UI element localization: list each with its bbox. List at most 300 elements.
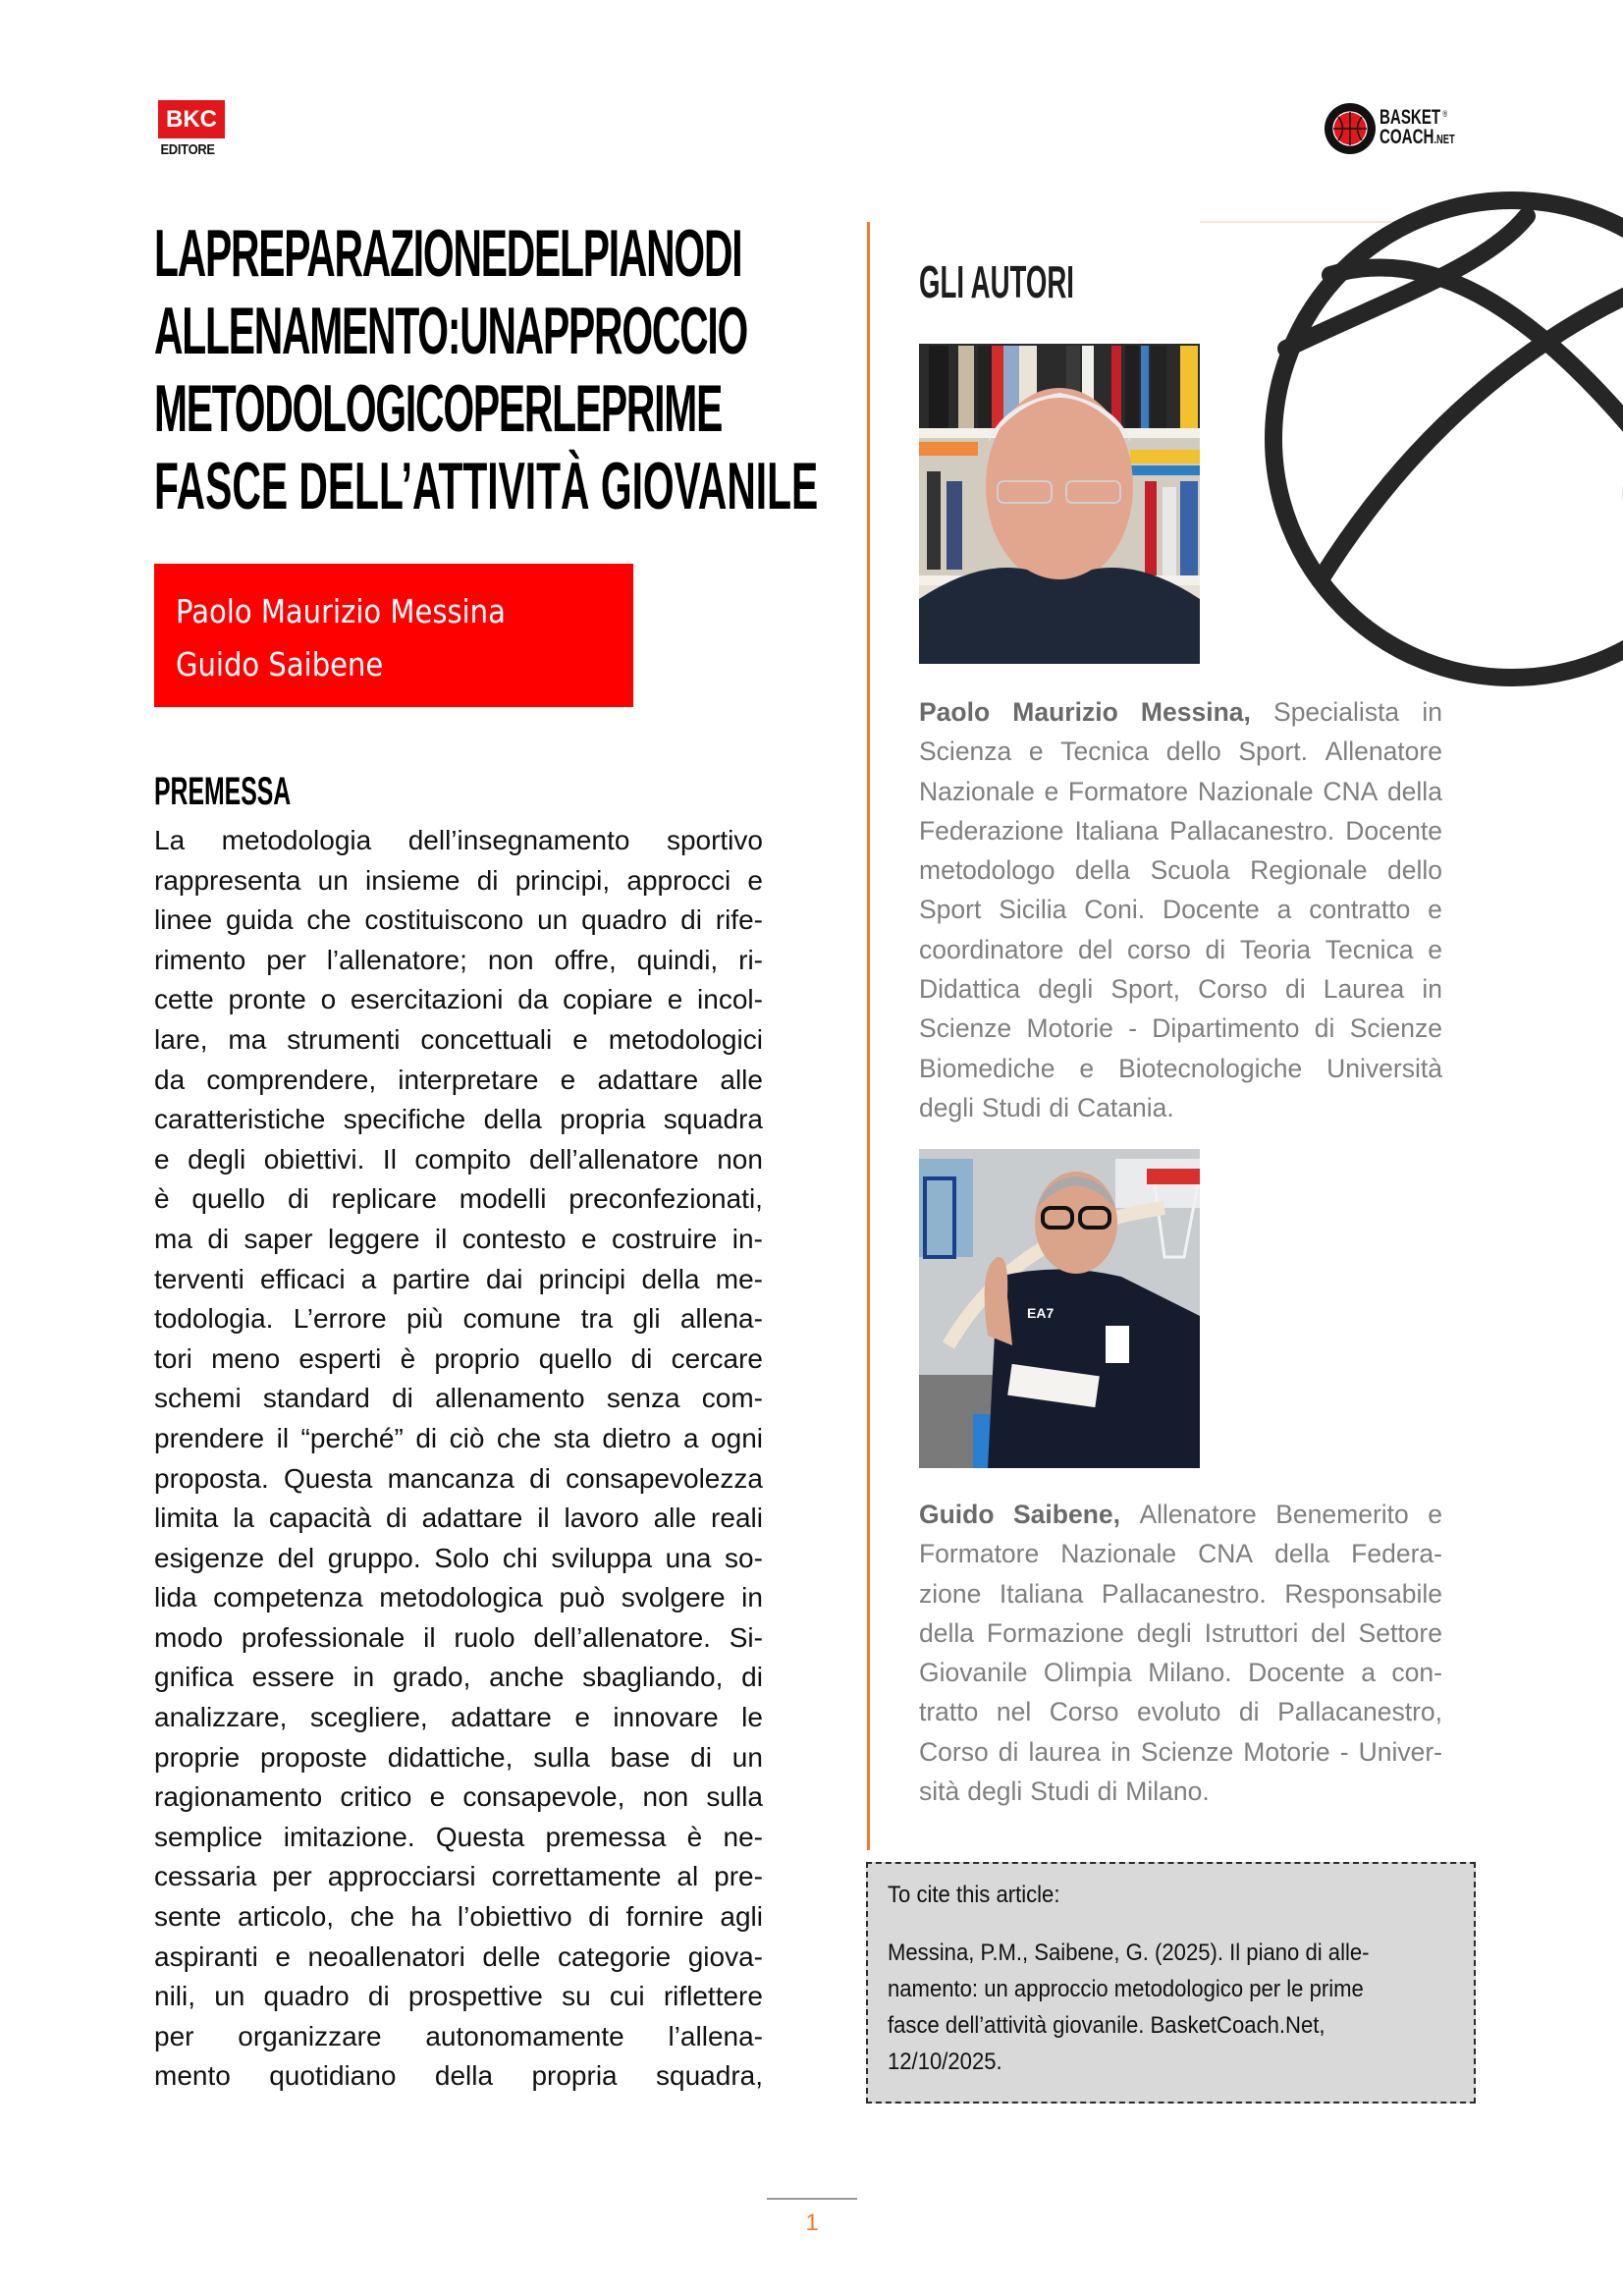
- word: su: [562, 1981, 591, 2012]
- basketcoach-logo: [1324, 102, 1461, 157]
- text-line: [154, 1539, 763, 1579]
- word: e: [154, 1143, 170, 1175]
- text-line: [154, 1977, 763, 2017]
- text-line: [919, 1772, 1442, 1811]
- word: principi,: [514, 864, 611, 896]
- word: di: [207, 1223, 230, 1254]
- text-line: [154, 1857, 763, 1897]
- word: una: [665, 1542, 712, 1573]
- word: essere: [251, 1662, 335, 1693]
- word: rimento: [154, 944, 246, 975]
- word: L’errore: [293, 1303, 387, 1335]
- footer-rule: [767, 2198, 857, 2200]
- word: Scuola: [1150, 855, 1230, 886]
- page-number: 1: [805, 2210, 819, 2236]
- text-line: [919, 732, 1442, 771]
- word: dell’allenatore: [528, 1143, 699, 1175]
- word: propria: [560, 1104, 646, 1135]
- word: professionale: [241, 1621, 406, 1653]
- word: premessa: [545, 1821, 667, 1852]
- word: e: [747, 864, 763, 896]
- word: lavoro: [564, 1503, 639, 1534]
- word: sviluppa: [551, 1542, 653, 1573]
- title-line-text: [154, 371, 815, 446]
- text-line: [154, 1459, 763, 1500]
- word: Formatore: [1067, 776, 1189, 806]
- word: base: [610, 1741, 671, 1773]
- word: Catania.: [1077, 1092, 1174, 1122]
- word: Pallacanestro,: [1277, 1697, 1442, 1727]
- word: fornire: [625, 1901, 704, 1933]
- word: di: [741, 1662, 763, 1693]
- section-heading-premessa: PREMESSA: [154, 770, 292, 813]
- word: rife-: [715, 904, 763, 936]
- title-line: [154, 449, 819, 530]
- word: proprio: [434, 1342, 520, 1374]
- article-body: [154, 821, 763, 2097]
- word: mancanza: [387, 1462, 514, 1494]
- bkc-editore-logo: [158, 100, 227, 158]
- text-line: [154, 2017, 763, 2057]
- word: Formazione: [986, 1617, 1124, 1648]
- word: metodologia: [221, 825, 372, 855]
- word: Allenatore: [1325, 737, 1442, 767]
- word: un: [731, 1741, 763, 1773]
- word: Scienze: [1140, 1736, 1234, 1767]
- word: corso: [1127, 934, 1191, 964]
- word: Dipartimento: [1152, 1013, 1300, 1044]
- word: e: [1428, 1500, 1442, 1529]
- word: alle: [653, 1503, 697, 1534]
- word: il: [537, 1503, 550, 1534]
- word: comune: [462, 1303, 562, 1335]
- text-line: [919, 1692, 1442, 1731]
- word: e: [429, 1781, 446, 1813]
- word: Motorie: [1243, 1736, 1330, 1767]
- word: innovare: [613, 1702, 719, 1733]
- citation-box: [866, 1862, 1476, 2104]
- word: pre-: [714, 1861, 763, 1892]
- text-line: [154, 901, 763, 941]
- citation-line: namento: un approccio metodologico per le prime: [888, 1976, 1364, 2002]
- word: Formatore: [919, 1539, 1040, 1569]
- word: Motorie: [1026, 1013, 1113, 1044]
- text-line: [919, 930, 1442, 969]
- word: Scienza: [919, 737, 1012, 767]
- text-line: [919, 850, 1442, 890]
- word: Univer-: [1358, 1736, 1442, 1767]
- word: allenamento: [435, 1383, 585, 1414]
- text-line: [919, 890, 1442, 929]
- word: ma: [228, 1023, 267, 1055]
- text-line: [154, 1061, 763, 1101]
- logo-line-coach: COACH: [1380, 126, 1434, 148]
- word: di: [1205, 934, 1226, 964]
- title-word: METODOLOGICO: [154, 371, 473, 446]
- word: degli: [188, 1143, 246, 1175]
- text-line: [154, 1777, 763, 1818]
- word: costituiscono: [364, 904, 524, 936]
- word: Corso: [1198, 974, 1268, 1005]
- word: di: [588, 1901, 610, 1933]
- article-title: [154, 216, 819, 530]
- citation-text: [888, 1935, 1474, 2080]
- word: di: [690, 1741, 712, 1773]
- word: dell’insegnamento: [407, 825, 630, 855]
- basketball-outline-icon: [1262, 187, 1623, 697]
- word: è: [686, 1821, 703, 1852]
- bkc-logo-mark: BKC: [158, 100, 225, 138]
- word: dello: [1165, 737, 1221, 767]
- word: Coni.: [1084, 895, 1146, 925]
- word: di: [287, 1183, 309, 1215]
- word: e: [1428, 934, 1442, 964]
- word: guida: [226, 904, 294, 936]
- text-line: [154, 1698, 763, 1738]
- word: agli: [720, 1901, 763, 1933]
- word: Milano.: [1125, 1777, 1210, 1807]
- word: è: [154, 1183, 170, 1215]
- word: che: [350, 1901, 395, 1933]
- word: nel: [996, 1697, 1032, 1727]
- word: Federa-: [1351, 1539, 1442, 1569]
- word: consapevolezza: [566, 1462, 763, 1494]
- title-word: DEL: [506, 216, 583, 291]
- word: e: [572, 1023, 588, 1055]
- word: Paolo: [919, 697, 991, 727]
- word: so-: [725, 1542, 763, 1573]
- word: della: [1075, 855, 1131, 886]
- word: Regionale: [1250, 855, 1368, 886]
- word: che: [306, 904, 352, 936]
- word: in: [741, 1582, 763, 1613]
- word: di: [385, 1503, 407, 1534]
- word: senza: [606, 1383, 680, 1414]
- word: Milano.: [1148, 1658, 1232, 1688]
- word: ne-: [723, 1821, 763, 1852]
- text-line: [154, 1379, 763, 1419]
- word: e: [275, 1941, 291, 1972]
- word: proposta.: [154, 1462, 269, 1494]
- word: a: [1276, 895, 1292, 925]
- word: ogni: [711, 1422, 763, 1453]
- word: un: [537, 904, 568, 936]
- word: reali: [711, 1503, 763, 1534]
- word: per: [266, 944, 306, 975]
- word: cessaria: [154, 1861, 257, 1892]
- word: Specialista: [1273, 697, 1400, 727]
- word: Pallacanestro.: [1101, 1578, 1267, 1609]
- word: squadra,: [656, 2060, 763, 2092]
- title-word: PER: [472, 371, 553, 446]
- word: pronte: [228, 984, 306, 1015]
- word: obiettivi.: [263, 1143, 365, 1175]
- word: Università: [1326, 1053, 1442, 1083]
- word: saper: [243, 1223, 313, 1254]
- word: del: [277, 1542, 315, 1573]
- citation-line: 12/10/2025.: [888, 2049, 1002, 2075]
- word: le: [741, 1702, 763, 1733]
- word: Settore: [1358, 1617, 1442, 1648]
- text-line: [154, 1419, 763, 1459]
- word: gruppo.: [327, 1542, 421, 1573]
- text-line: [919, 1653, 1442, 1692]
- text-line: [154, 1818, 763, 1858]
- word: Questa: [435, 1821, 525, 1852]
- word: adattare: [421, 1503, 523, 1534]
- word: non: [717, 1143, 763, 1175]
- word: Pallacanestro.: [1169, 815, 1335, 846]
- word: della: [641, 1263, 700, 1294]
- word: dai: [486, 1263, 523, 1294]
- word: Teoria: [1239, 934, 1312, 964]
- word: giova-: [687, 1941, 763, 1972]
- title-word: APPROCCIO: [514, 294, 748, 368]
- word: evoluto: [1136, 1697, 1221, 1727]
- word: ciò: [449, 1422, 485, 1453]
- word: Didattica: [919, 974, 1021, 1005]
- word: Guido: [919, 1500, 995, 1529]
- word: incol-: [697, 984, 763, 1015]
- word: leggere: [328, 1223, 420, 1254]
- word: al: [676, 1861, 699, 1892]
- word: capacità: [268, 1503, 372, 1534]
- text-line: [154, 1260, 763, 1300]
- citation-title: To cite this article:: [888, 1882, 1060, 1908]
- word: anche: [489, 1662, 565, 1693]
- word: riflettere: [663, 1981, 763, 2012]
- text-line: [154, 941, 763, 981]
- word: scegliere,: [309, 1702, 428, 1733]
- svg-text:EA7: EA7: [1027, 1305, 1055, 1321]
- word: todologia.: [154, 1303, 274, 1335]
- word: mento: [154, 2060, 231, 2092]
- text-line: [919, 1009, 1442, 1048]
- word: in: [1422, 974, 1442, 1005]
- text-line: [154, 861, 763, 902]
- text-line: [919, 1049, 1442, 1088]
- word: di: [529, 1462, 551, 1494]
- word: alle: [720, 1064, 763, 1095]
- word: analizzare,: [154, 1702, 288, 1733]
- word: CNA: [1198, 1539, 1254, 1569]
- authors-banner: [154, 564, 633, 707]
- word: Questa: [284, 1462, 373, 1494]
- word: replicare: [331, 1183, 437, 1215]
- basketball-badge-icon: [1324, 102, 1377, 155]
- word: tori: [154, 1342, 192, 1374]
- word: approcci: [626, 864, 731, 896]
- word: quello: [191, 1183, 266, 1215]
- word: Laurea: [1323, 974, 1405, 1005]
- word: competenza: [213, 1582, 363, 1613]
- word: Benemerito: [1275, 1500, 1409, 1529]
- word: cui: [609, 1981, 645, 2012]
- word: approcciarsi: [327, 1861, 476, 1892]
- text-line: [154, 1578, 763, 1618]
- word: Italiana: [1074, 815, 1159, 846]
- word: sbagliando,: [582, 1662, 724, 1693]
- word: contratto: [1309, 895, 1411, 925]
- word: ,: [1112, 1500, 1121, 1529]
- text-line: [919, 1732, 1442, 1772]
- word: Studi: [982, 1092, 1042, 1122]
- word: Responsabile: [1284, 1578, 1442, 1609]
- word: quadro: [581, 904, 668, 936]
- word: concettuali: [420, 1023, 553, 1055]
- word: quindi,: [636, 944, 719, 975]
- word: partire: [392, 1263, 470, 1294]
- word: interpretare: [398, 1064, 539, 1095]
- word: grado,: [392, 1662, 471, 1693]
- citation-line: Messina, P.M., Saibene, G. (2025). Il piano di alle-: [888, 1940, 1370, 1966]
- word: Nazionale: [1060, 1539, 1177, 1569]
- title-word: ALLENAMENTO:: [154, 294, 460, 368]
- word: di: [1097, 1777, 1118, 1807]
- word: categorie: [558, 1941, 672, 1972]
- word: didattiche,: [387, 1741, 514, 1773]
- word: il: [276, 1422, 290, 1453]
- title-line-text: [154, 216, 815, 291]
- word: ha: [410, 1901, 442, 1933]
- word: laurea: [1028, 1736, 1102, 1767]
- word: critico: [340, 1781, 412, 1813]
- word: un: [214, 1981, 245, 2012]
- word: sulla: [706, 1781, 763, 1813]
- text-line: [154, 1020, 763, 1061]
- word: quello: [538, 1342, 613, 1374]
- word: è: [400, 1342, 416, 1374]
- text-line: [154, 1100, 763, 1140]
- basketcoach-wordmark: [1380, 108, 1455, 149]
- word: “perché”: [300, 1422, 404, 1453]
- author-photo-saibene: [919, 1149, 1200, 1468]
- word: di: [998, 1736, 1019, 1767]
- word: Sport,: [1110, 974, 1181, 1005]
- word: della: [483, 1104, 542, 1135]
- column-divider: [867, 222, 870, 1850]
- title-word: PIANO: [582, 216, 704, 291]
- word: Tecnica: [1325, 934, 1414, 964]
- citation-line: fasce dell’attività giovanile. BasketCoach.Net,: [888, 2012, 1325, 2039]
- word: adattare: [451, 1702, 552, 1733]
- text-line: [154, 821, 763, 861]
- word: lida: [154, 1582, 197, 1613]
- word: Maurizio: [1012, 697, 1118, 727]
- title-word: UN: [460, 294, 515, 368]
- word: in: [1422, 697, 1442, 727]
- word: svolgere: [621, 1582, 726, 1613]
- word: e: [667, 984, 683, 1015]
- word: me-: [715, 1263, 763, 1294]
- word: Scienze: [919, 1013, 1012, 1044]
- author-bio-saibene: [919, 1495, 1442, 1811]
- registered-mark: ®: [1442, 109, 1448, 119]
- logo-suffix-net: .NET: [1434, 132, 1455, 146]
- word: lare,: [154, 1023, 208, 1055]
- word: Il: [382, 1143, 397, 1175]
- title-line: [154, 216, 815, 298]
- word: degli: [1136, 1617, 1192, 1648]
- word: offre,: [554, 944, 617, 975]
- author-name-2: Guido Saibene: [176, 645, 384, 683]
- text-line: [154, 1938, 763, 1978]
- word: di: [476, 864, 499, 896]
- word: metodologici: [608, 1023, 763, 1055]
- word: Nazionale: [919, 776, 1035, 806]
- text-line: [154, 1658, 763, 1698]
- word: articolo,: [238, 1901, 335, 1933]
- word: in-: [731, 1223, 763, 1254]
- word: o: [320, 984, 337, 1015]
- word: da: [517, 984, 549, 1015]
- word: e: [1428, 895, 1442, 925]
- word: quadro: [263, 1981, 350, 2012]
- word: Tecnica: [1060, 737, 1150, 767]
- word: metodologo: [919, 855, 1055, 886]
- text-line: [919, 772, 1442, 811]
- word: esercitazioni: [350, 984, 504, 1015]
- word: e: [581, 1223, 597, 1254]
- title-word: LA: [154, 216, 205, 291]
- text-line: [154, 1897, 763, 1938]
- title-line-text: [154, 294, 815, 368]
- word: degli: [967, 1777, 1023, 1807]
- word: Sport.: [1238, 737, 1309, 767]
- text-line: [154, 1339, 763, 1380]
- author-name-1: Paolo Maurizio Messina: [176, 592, 506, 630]
- word: modo: [154, 1621, 224, 1653]
- word: del: [1078, 934, 1113, 964]
- word: esperti: [298, 1342, 382, 1374]
- title-word: DI: [703, 216, 742, 291]
- word: e: [560, 1064, 576, 1095]
- word: Docente: [1248, 1658, 1345, 1688]
- word: in: [352, 1662, 375, 1693]
- title-line: [154, 294, 815, 375]
- word: gnifica: [154, 1662, 234, 1693]
- text-line: [919, 1574, 1442, 1613]
- word: Allenatore: [1139, 1500, 1257, 1529]
- word: chi: [502, 1542, 538, 1573]
- title-word: PRIME: [600, 371, 723, 446]
- word: da: [154, 1064, 186, 1095]
- text-line: [919, 811, 1442, 850]
- word: metodologica: [379, 1582, 543, 1613]
- word: l’obiettivo: [457, 1901, 572, 1933]
- word: e: [1044, 776, 1059, 806]
- word: sulla: [533, 1741, 590, 1773]
- title-word: PREPARAZIONE: [204, 216, 507, 291]
- word: a: [682, 1422, 699, 1453]
- word: Corso: [1049, 1697, 1119, 1727]
- word: preconfezionati,: [568, 1183, 763, 1215]
- word: di: [367, 1981, 390, 2012]
- title-line-text: FASCE DELL’ATTIVITÀ GIOVANILE: [154, 449, 819, 523]
- word: Biomediche: [919, 1053, 1055, 1083]
- word: e: [1079, 1053, 1095, 1083]
- word: nili,: [154, 1981, 196, 2012]
- word: coordinatore: [919, 934, 1064, 964]
- word: non: [642, 1781, 689, 1813]
- word: delle: [482, 1941, 541, 1972]
- word: cercare: [671, 1342, 763, 1374]
- text-line: [919, 692, 1442, 732]
- word: di: [680, 904, 702, 936]
- word: che: [496, 1422, 542, 1453]
- word: caratteristiche: [154, 1104, 326, 1135]
- word: per: [272, 1861, 312, 1892]
